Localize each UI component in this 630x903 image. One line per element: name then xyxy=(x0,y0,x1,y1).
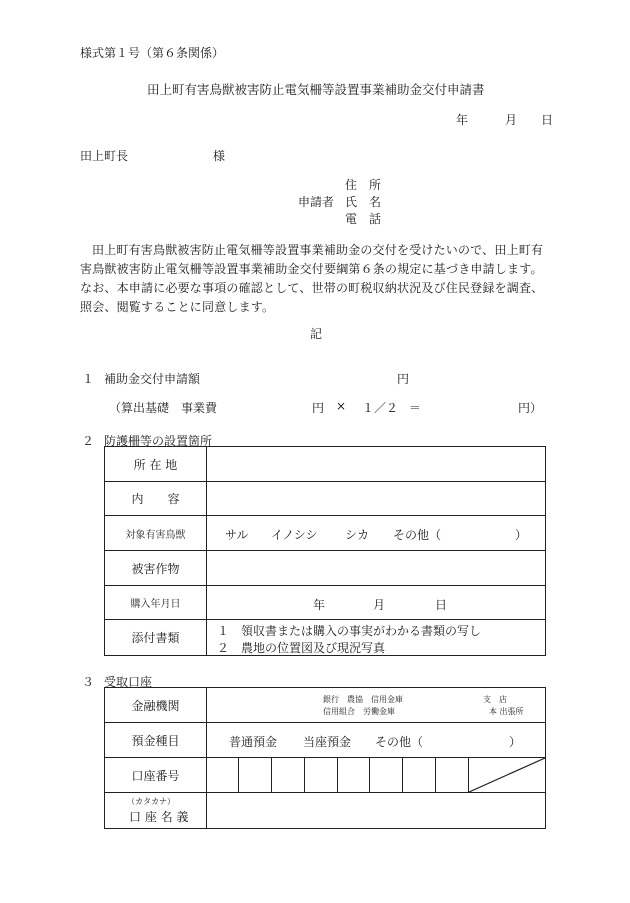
purchase-date-label: 購入年月日 xyxy=(105,586,207,620)
damage-crop-field[interactable] xyxy=(207,551,546,586)
holder-kana-label: （カタカナ） xyxy=(127,797,175,806)
bank-account-table xyxy=(104,687,546,829)
table-row xyxy=(105,723,546,758)
applicant-address-label: 住 所 xyxy=(345,178,382,192)
body-text: 田上町有害鳥獣被害防止電気柵等設置事業補助金の交付を受けたいので、田上町有害鳥獣被害防止電気柵等設置事業補助金交付要綱第６条の規定に基づき申請します。なお、本申請に必要な事項の確認として、世帯の町税収納状況及び住民登録を調査、照会、閲覧することに同意します。 xyxy=(80,243,544,314)
calc-basis-label: （算出基礎 事業費 xyxy=(109,401,218,415)
table-row xyxy=(105,482,546,516)
table-row xyxy=(105,551,546,586)
document-title: 田上町有害鳥獣被害防止電気柵等設置事業補助金交付申請書 xyxy=(147,82,485,97)
section3-number: ３ xyxy=(82,675,95,689)
section2-label: 防護柵等の設置箇所 xyxy=(104,434,213,448)
deposit-type-field[interactable] xyxy=(207,723,546,758)
location-field[interactable] xyxy=(207,447,546,482)
ki-marker: 記 xyxy=(310,327,323,341)
addressee: 田上町長 xyxy=(80,149,129,163)
calc-ratio: １／２ xyxy=(362,401,399,415)
form-number: 様式第１号（第６条関係） xyxy=(80,46,225,60)
account-holder-label xyxy=(105,793,207,829)
section1-label: 補助金交付申請額 xyxy=(104,372,201,386)
deposit-current[interactable]: 当座預金 xyxy=(303,735,352,749)
purchase-month: 月 xyxy=(373,598,386,612)
table-row xyxy=(105,793,546,829)
account-digit-6[interactable] xyxy=(370,758,403,793)
table-row xyxy=(105,447,546,482)
content-field[interactable] xyxy=(207,482,546,516)
account-digit-3[interactable] xyxy=(272,758,305,793)
calc-yen: 円 xyxy=(312,401,325,415)
attachments-label: 添付書類 xyxy=(105,620,207,656)
holder-name-label: 口 座 名 義 xyxy=(129,810,189,824)
table-row xyxy=(105,620,546,656)
table-row xyxy=(105,688,546,723)
applicant-label: 申請者 xyxy=(298,195,335,209)
purchase-year: 年 xyxy=(313,598,326,612)
calc-times: × xyxy=(336,399,347,413)
account-digit-2[interactable] xyxy=(239,758,272,793)
account-holder-field[interactable] xyxy=(207,793,546,829)
date-month: 月 xyxy=(505,113,518,127)
section1-unit: 円 xyxy=(397,372,410,386)
table-row xyxy=(105,516,546,551)
deposit-other-close: ） xyxy=(509,735,522,749)
applicant-phone-label: 電 話 xyxy=(345,212,382,226)
damage-crop-label: 被害作物 xyxy=(105,551,207,586)
section2-number: ２ xyxy=(82,434,95,448)
diagonal-strike xyxy=(469,758,545,792)
account-digit-1[interactable] xyxy=(207,758,239,793)
applicant-name-label: 氏 名 xyxy=(345,195,382,209)
branch-top: 支 店 xyxy=(483,695,507,704)
purchase-day: 日 xyxy=(435,598,448,612)
table-row xyxy=(105,586,546,620)
calc-result-unit: 円） xyxy=(518,401,543,415)
target-animal-label: 対象有害鳥獣 xyxy=(105,516,207,551)
deposit-normal[interactable]: 普通預金 xyxy=(229,735,278,749)
bank-types-top: 銀行 農協 信用金庫 xyxy=(323,695,403,704)
bank-field[interactable] xyxy=(207,688,546,723)
attachments-field xyxy=(207,620,546,656)
attachment-item-1: １ 領収書または購入の事実がわかる書類の写し xyxy=(217,624,482,638)
addressee-honorific: 様 xyxy=(213,149,226,163)
account-digit-8[interactable] xyxy=(436,758,469,793)
table-row xyxy=(105,758,546,793)
target-animal-field[interactable] xyxy=(207,516,546,551)
account-digit-7[interactable] xyxy=(403,758,436,793)
location-label: 所 在 地 xyxy=(105,447,207,482)
account-digit-5[interactable] xyxy=(338,758,370,793)
account-number-void-cell xyxy=(469,758,546,793)
animal-deer[interactable]: シカ xyxy=(345,528,370,542)
account-digit-4[interactable] xyxy=(305,758,338,793)
animal-other[interactable]: その他（ xyxy=(393,528,442,542)
date-year: 年 xyxy=(456,113,469,127)
account-number-label: 口座番号 xyxy=(105,758,207,793)
purchase-date-field[interactable] xyxy=(207,586,546,620)
bank-types-bottom: 信用組合 労働金庫 xyxy=(323,707,395,716)
section3-label: 受取口座 xyxy=(104,675,153,689)
attachment-item-2: ２ 農地の位置図及び現況写真 xyxy=(217,641,386,655)
animal-monkey[interactable]: サル xyxy=(225,528,249,542)
content-label: 内 容 xyxy=(105,482,207,516)
fence-location-table xyxy=(104,446,546,656)
animal-other-close: ） xyxy=(515,528,528,542)
calc-equals: ＝ xyxy=(409,401,422,415)
date-day: 日 xyxy=(541,113,554,127)
bank-label: 金融機関 xyxy=(105,688,207,723)
deposit-other[interactable]: その他（ xyxy=(375,735,424,749)
branch-bottom: 本 出張所 xyxy=(489,707,524,716)
animal-boar[interactable]: イノシシ xyxy=(271,528,318,542)
deposit-type-label: 預金種目 xyxy=(105,723,207,758)
section1-number: １ xyxy=(82,372,95,386)
